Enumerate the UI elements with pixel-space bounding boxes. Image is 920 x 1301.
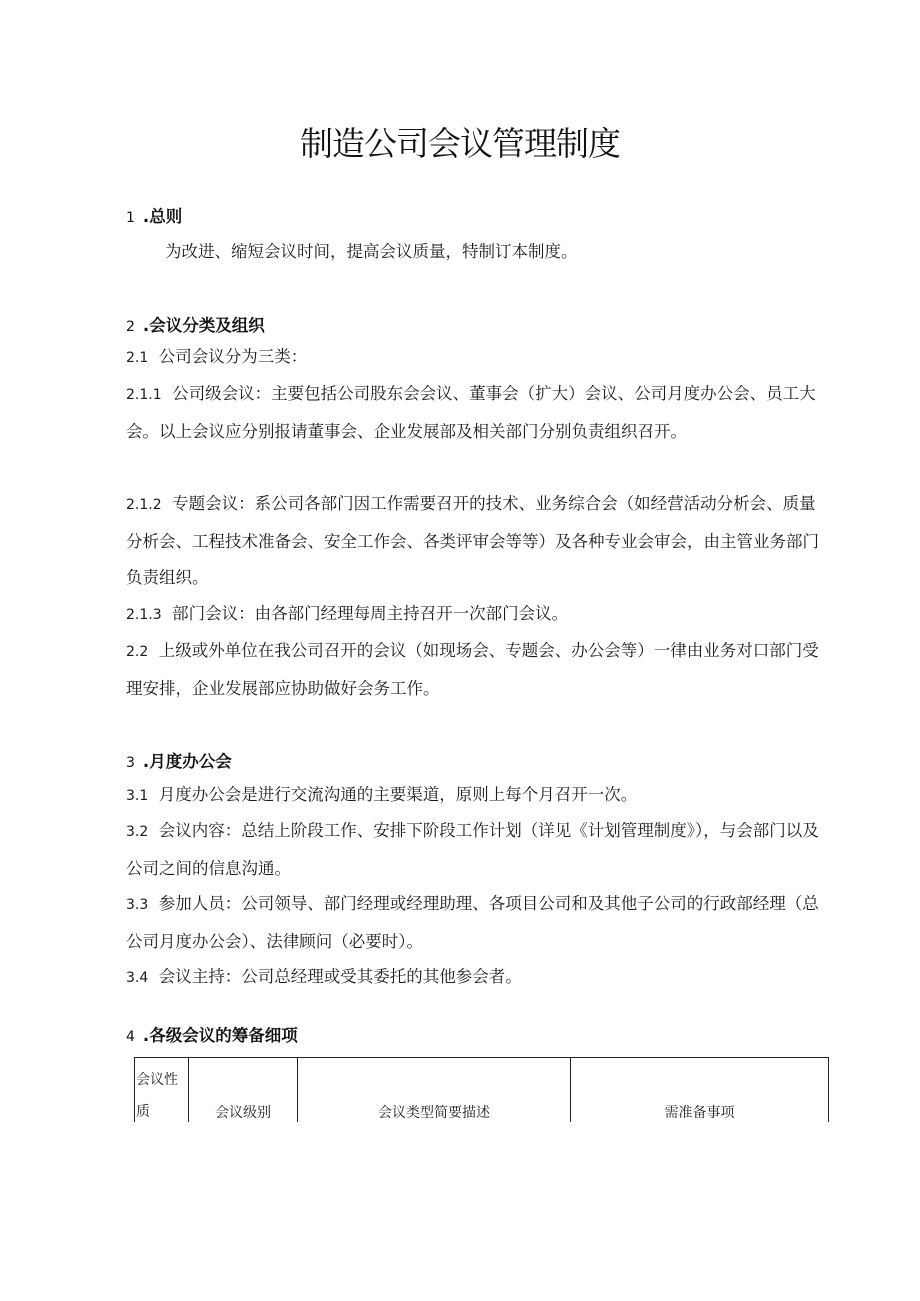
document-title: 制造公司会议管理制度 <box>300 124 620 163</box>
clause-3-4 <box>126 959 832 997</box>
clause-text: 公司级会议：主要包括公司股东会会议、董事会（扩大）会议、公司月度办公会、员工大会。以上会议应分别报请董事会、企业发展部及相关部门分别负责组织召开。 <box>126 384 816 441</box>
table-header-row <box>135 1058 829 1129</box>
meeting-prep-table <box>134 1057 829 1129</box>
section-number: 1 <box>126 210 135 226</box>
section-3-heading <box>126 748 232 772</box>
clause-number: 2.2 <box>126 644 149 660</box>
table-header-cell: 会议类型简要描述 <box>298 1058 571 1129</box>
section-title: .总则 <box>142 207 183 226</box>
clause-2-1-2 <box>126 486 832 597</box>
clause-3-3 <box>126 886 832 960</box>
clause-number: 2.1 <box>126 350 149 366</box>
section-4-heading <box>126 1022 298 1046</box>
section-number: 4 <box>126 1029 135 1045</box>
table-header-cell: 需准备事项 <box>571 1058 829 1129</box>
clause-text: 会议主持：公司总经理或受其委托的其他参会者。 <box>158 967 522 986</box>
section-2-heading <box>126 312 265 336</box>
section-title: .月度办公会 <box>142 752 232 771</box>
clause-text: 部门会议：由各部门经理每周主持召开一次部门会议。 <box>172 604 569 623</box>
clause-number: 2.1.1 <box>126 387 162 403</box>
clause-number: 3.2 <box>126 824 149 840</box>
clause-3-2 <box>126 813 832 887</box>
section-title: .会议分类及组织 <box>142 316 265 335</box>
clause-number: 3.1 <box>126 788 149 804</box>
table-header-cell: 会议性质 <box>135 1058 189 1129</box>
clause-2-2 <box>126 633 832 707</box>
clause-text: 上级或外单位在我公司召开的会议（如现场会、专题会、办公会等）一律由业务对口部门受理安排，企业发展部应协助做好会务工作。 <box>126 641 819 698</box>
clause-2-1 <box>126 339 832 377</box>
clause-3-1 <box>126 777 832 815</box>
page-cut-off <box>0 1122 920 1301</box>
clause-text: 月度办公会是进行交流沟通的主要渠道，原则上每个月召开一次。 <box>158 785 638 804</box>
section-1-heading <box>126 203 182 227</box>
clause-number: 3.4 <box>126 970 149 986</box>
clause-text: 参加人员：公司领导、部门经理或经理助理、各项目公司和及其他子公司的行政部经理（总公司月度办公会）、法律顾问（必要时）。 <box>126 894 819 951</box>
section-number: 3 <box>126 755 135 771</box>
clause-text: 专题会议：系公司各部门因工作需要召开的技术、业务综合会（如经营活动分析会、质量分析会、工程技术准备会、安全工作会、各类评审会等等）及各种专业会审会，由主管业务部门负责组织。 <box>126 494 819 587</box>
clause-2-1-1 <box>126 376 832 450</box>
clause-text: 公司会议分为三类： <box>158 347 308 366</box>
table-header-cell: 会议级别 <box>189 1058 298 1129</box>
section-title: .各级会议的筹备细项 <box>142 1026 298 1045</box>
section-number: 2 <box>126 319 135 335</box>
section-1-intro: 为改进、缩短会议时间，提高会议质量，特制订本制度。 <box>165 242 578 261</box>
clause-number: 2.1.2 <box>126 497 162 513</box>
clause-number: 2.1.3 <box>126 607 162 623</box>
clause-text: 会议内容：总结上阶段工作、安排下阶段工作计划（详见《计划管理制度》），与会部门以及公司之间的信息沟通。 <box>126 821 819 878</box>
clause-2-1-3 <box>126 596 832 634</box>
clause-number: 3.3 <box>126 897 149 913</box>
